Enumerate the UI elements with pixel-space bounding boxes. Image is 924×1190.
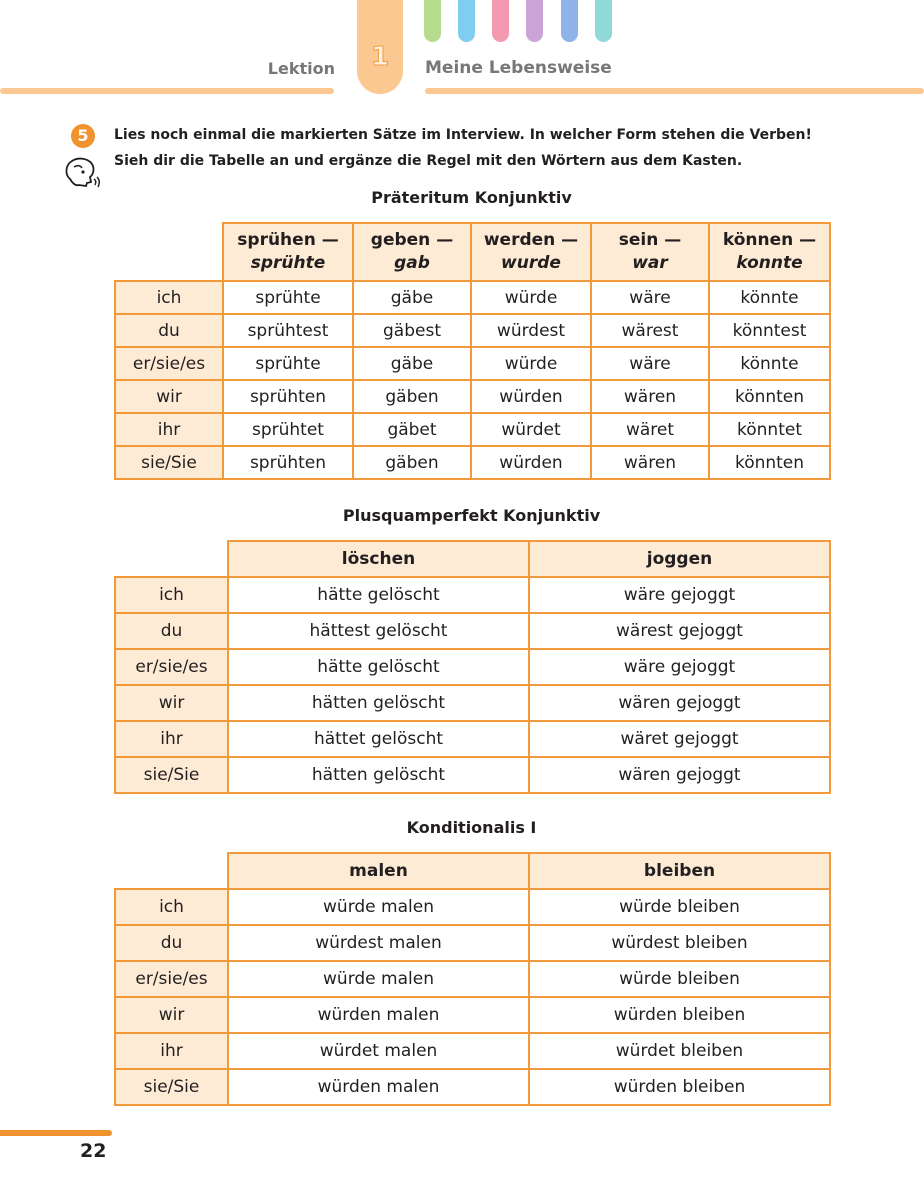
form-cell: könnte	[709, 347, 830, 380]
pronoun-cell: wir	[115, 997, 228, 1033]
verb-header: malen	[228, 853, 529, 889]
pronoun-cell: sie/Sie	[115, 757, 228, 793]
pronoun-cell: er/sie/es	[115, 649, 228, 685]
form-cell: würde malen	[228, 961, 529, 997]
form-cell: könnten	[709, 380, 830, 413]
form-cell: könntest	[709, 314, 830, 347]
instruction-line-1: Lies noch einmal die markierten Sätze im Interview. In welcher Form stehen die Verben!	[114, 127, 812, 143]
footer-rule	[0, 1130, 112, 1136]
table-row	[115, 577, 830, 613]
table-row	[115, 281, 830, 314]
table-header-row	[115, 223, 830, 281]
form-cell: würden malen	[228, 1069, 529, 1105]
table-row	[115, 721, 830, 757]
verb-header: joggen	[529, 541, 830, 577]
form-cell: würde	[471, 347, 591, 380]
form-cell: würden bleiben	[529, 1069, 830, 1105]
table-header-row	[115, 853, 830, 889]
table-title: Konditionalis I	[406, 818, 537, 837]
pronoun-cell: ihr	[115, 1033, 228, 1069]
form-cell: wärest gejoggt	[529, 613, 830, 649]
color-tab	[492, 0, 509, 42]
table-row	[115, 413, 830, 446]
form-cell: würdest malen	[228, 925, 529, 961]
pronoun-cell: sie/Sie	[115, 1069, 228, 1105]
form-cell: hätten gelöscht	[228, 685, 529, 721]
corner-cell	[115, 853, 228, 889]
form-cell: würden	[471, 446, 591, 479]
form-cell: hätte gelöscht	[228, 577, 529, 613]
pronoun-cell: du	[115, 314, 223, 347]
verb-header: geben — gab	[353, 223, 471, 281]
form-cell: wären	[591, 380, 709, 413]
form-cell: wärest	[591, 314, 709, 347]
form-cell: wäre	[591, 281, 709, 314]
form-cell: gäbe	[353, 281, 471, 314]
lesson-number: 1	[370, 42, 390, 72]
color-tab	[526, 0, 543, 42]
form-cell: würden bleiben	[529, 997, 830, 1033]
corner-cell	[115, 223, 223, 281]
table-row	[115, 685, 830, 721]
form-cell: sprühtet	[223, 413, 353, 446]
verb-header: sein — war	[591, 223, 709, 281]
form-cell: wäret	[591, 413, 709, 446]
form-cell: wäret gejoggt	[529, 721, 830, 757]
form-cell: würde bleiben	[529, 961, 830, 997]
form-cell: wären gejoggt	[529, 685, 830, 721]
pronoun-cell: ihr	[115, 721, 228, 757]
form-cell: wären gejoggt	[529, 757, 830, 793]
form-cell: würdest	[471, 314, 591, 347]
plusquamperfekt-table	[114, 540, 831, 794]
color-tab	[458, 0, 475, 42]
corner-cell	[115, 541, 228, 577]
form-cell: würde malen	[228, 889, 529, 925]
color-tab	[424, 0, 441, 42]
table-row	[115, 649, 830, 685]
form-cell: wäre gejoggt	[529, 577, 830, 613]
form-cell: gäbet	[353, 413, 471, 446]
pronoun-cell: ihr	[115, 413, 223, 446]
instruction-line-2: Sieh dir die Tabelle an und ergänze die Regel mit den Wörtern aus dem Kasten.	[114, 153, 743, 169]
form-cell: könntet	[709, 413, 830, 446]
praeteritum-table	[114, 222, 831, 480]
verb-header: löschen	[228, 541, 529, 577]
table-row	[115, 757, 830, 793]
table-title: Plusquamperfekt Konjunktiv	[342, 506, 601, 525]
lektion-label: Lektion	[267, 59, 335, 78]
pronoun-cell: ich	[115, 889, 228, 925]
form-cell: würdest bleiben	[529, 925, 830, 961]
form-cell: sprühte	[223, 281, 353, 314]
table-row	[115, 613, 830, 649]
task-instruction	[114, 122, 874, 174]
form-cell: gäbest	[353, 314, 471, 347]
form-cell: sprühten	[223, 446, 353, 479]
table-header-row	[115, 541, 830, 577]
form-cell: würdet bleiben	[529, 1033, 830, 1069]
form-cell: würden	[471, 380, 591, 413]
pronoun-cell: er/sie/es	[115, 347, 223, 380]
form-cell: gäbe	[353, 347, 471, 380]
task-number-badge: 5	[71, 124, 95, 148]
pronoun-cell: sie/Sie	[115, 446, 223, 479]
table-row	[115, 961, 830, 997]
form-cell: würdet	[471, 413, 591, 446]
form-cell: wäre gejoggt	[529, 649, 830, 685]
table-row	[115, 925, 830, 961]
form-cell: könnten	[709, 446, 830, 479]
form-cell: sprühten	[223, 380, 353, 413]
listening-head-icon	[62, 155, 102, 189]
form-cell: würde bleiben	[529, 889, 830, 925]
konditionalis-table	[114, 852, 831, 1106]
pronoun-cell: du	[115, 613, 228, 649]
pronoun-cell: du	[115, 925, 228, 961]
lesson-title: Meine Lebensweise	[425, 58, 612, 78]
verb-header: können — konnte	[709, 223, 830, 281]
color-tab	[595, 0, 612, 42]
form-cell: würdet malen	[228, 1033, 529, 1069]
form-cell: sprühtest	[223, 314, 353, 347]
form-cell: hättet gelöscht	[228, 721, 529, 757]
verb-header: sprühen — sprühte	[223, 223, 353, 281]
table-row	[115, 314, 830, 347]
pronoun-cell: ich	[115, 281, 223, 314]
lesson-tab	[357, 0, 403, 94]
table-row	[115, 347, 830, 380]
form-cell: könnte	[709, 281, 830, 314]
verb-header: werden — wurde	[471, 223, 591, 281]
header-rule-right	[425, 88, 924, 94]
form-cell: hättest gelöscht	[228, 613, 529, 649]
table-row	[115, 1033, 830, 1069]
pronoun-cell: wir	[115, 685, 228, 721]
form-cell: würde	[471, 281, 591, 314]
table-row	[115, 380, 830, 413]
pronoun-cell: ich	[115, 577, 228, 613]
color-tab	[561, 0, 578, 42]
form-cell: sprühte	[223, 347, 353, 380]
pronoun-cell: wir	[115, 380, 223, 413]
header-rule-left	[0, 88, 334, 94]
form-cell: gäben	[353, 380, 471, 413]
form-cell: hätten gelöscht	[228, 757, 529, 793]
form-cell: gäben	[353, 446, 471, 479]
form-cell: wären	[591, 446, 709, 479]
table-row	[115, 889, 830, 925]
page-number: 22	[80, 1140, 107, 1162]
form-cell: wäre	[591, 347, 709, 380]
form-cell: würden malen	[228, 997, 529, 1033]
table-row	[115, 997, 830, 1033]
pronoun-cell: er/sie/es	[115, 961, 228, 997]
form-cell: hätte gelöscht	[228, 649, 529, 685]
table-title: Präteritum Konjunktiv	[371, 188, 572, 207]
table-row	[115, 446, 830, 479]
verb-header: bleiben	[529, 853, 830, 889]
table-row	[115, 1069, 830, 1105]
